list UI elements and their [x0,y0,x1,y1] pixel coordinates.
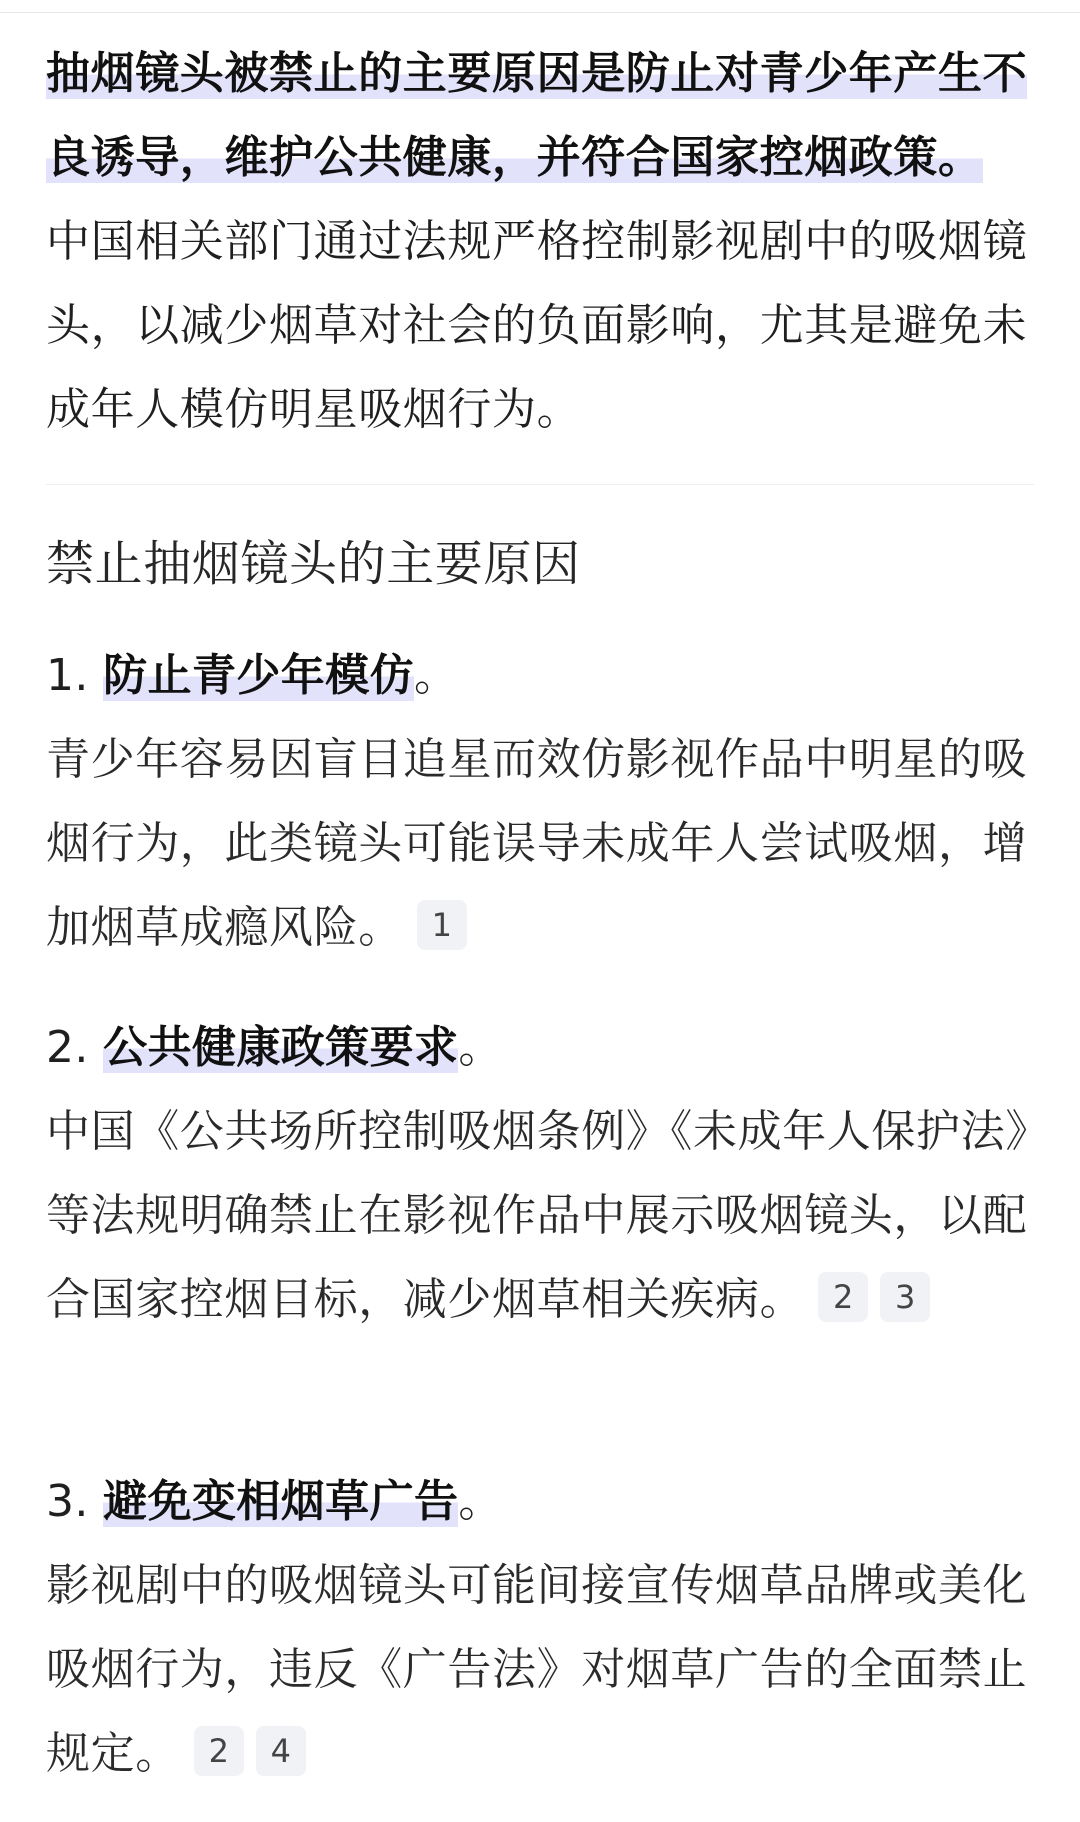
section-divider [46,484,1034,485]
item-body-text: 青少年容易因盲目追星而效仿影视作品中明星的吸烟行为，此类镜头可能误导未成年人尝试吸烟，增加烟草成瘾风险。 [46,734,1028,953]
item-heading-tail: 。 [413,650,459,701]
item-heading-tail: 。 [458,1022,503,1073]
item-number: 1. [46,650,89,701]
citation-badge[interactable]: 1 [417,900,467,950]
item-heading [46,1460,1036,1544]
item-body-text: 影视剧中的吸烟镜头可能间接宣传烟草品牌或美化吸烟行为，违反《广告法》对烟草广告的全面禁止规定。 [46,1560,1028,1779]
item-heading-text: 避免变相烟草广告 [103,1476,459,1527]
item-number: 2. [46,1022,89,1073]
citation-badge[interactable]: 4 [256,1726,306,1776]
list-item [46,1006,1036,1342]
item-body [46,1090,1036,1342]
top-divider [0,12,1080,13]
citation-badge[interactable]: 2 [818,1272,868,1322]
section-title: 禁止抽烟镜头的主要原因 [46,536,581,592]
item-body-text: 中国《公共场所控制吸烟条例》《未成年人保护法》等法规明确禁止在影视作品中展示吸烟镜头，以配合国家控烟目标，减少烟草相关疾病。 [46,1106,1028,1325]
list-item [46,1460,1036,1796]
intro-text: 中国相关部门通过法规严格控制影视剧中的吸烟镜头，以减少烟草对社会的负面影响，尤其是避免未成年人模仿明星吸烟行为。 [46,216,1028,435]
item-number: 3. [46,1476,89,1527]
item-body [46,718,1036,970]
item-heading-text: 公共健康政策要求 [103,1022,459,1073]
citation-badge[interactable]: 3 [880,1272,930,1322]
citation-badge[interactable]: 2 [194,1726,244,1776]
item-heading-tail: 。 [458,1476,503,1527]
item-heading-text: 防止青少年模仿 [103,650,414,701]
intro-paragraph [46,32,1036,452]
intro-highlight: 抽烟镜头被禁止的主要原因是防止对青少年产生不良诱导，维护公共健康，并符合国家控烟政策。 [46,48,1028,183]
item-heading [46,1006,1036,1090]
item-body [46,1544,1036,1796]
item-heading [46,634,1036,718]
list-item [46,634,1036,970]
